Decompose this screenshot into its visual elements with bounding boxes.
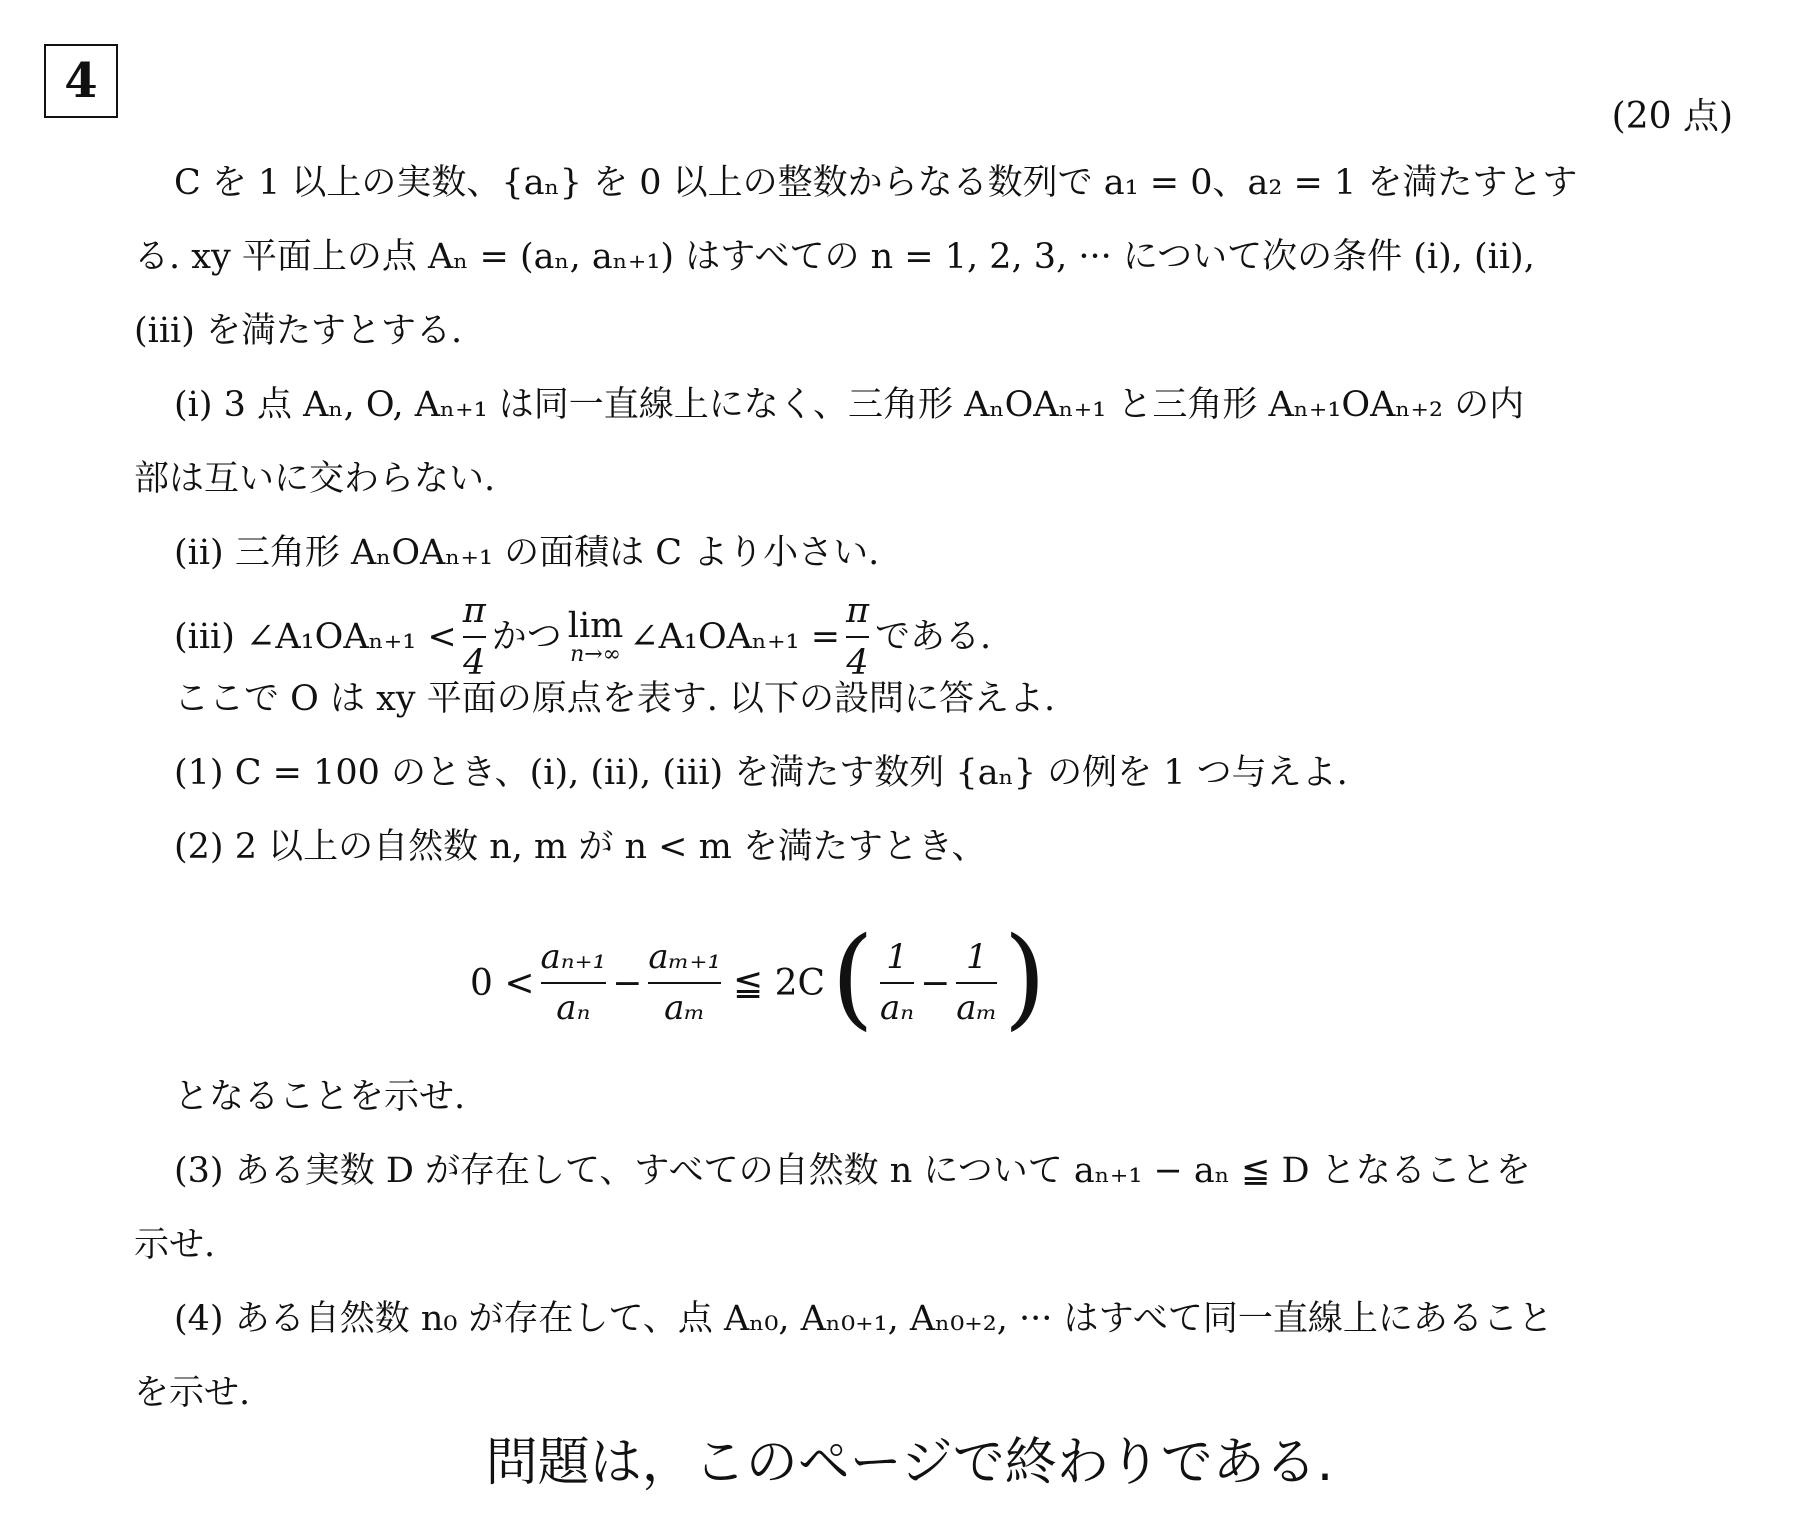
equation-lhs: 0 < xyxy=(470,962,535,1004)
limit-subscript: n→∞ xyxy=(570,641,621,667)
fraction-bar xyxy=(846,636,869,638)
question-2-line-2: となることを示せ. xyxy=(174,1077,466,1117)
note-line: ここで O は xy 平面の原点を表す. 以下の設問に答えよ. xyxy=(174,679,1056,719)
condition-iii-part-a: (iii) ∠A₁OAₙ₊₁ < xyxy=(174,616,457,657)
question-2-line-1: (2) 2 以上の自然数 n, m が n < m を満たすとき、 xyxy=(174,827,987,867)
question-1: (1) C = 100 のとき、(i), (ii), (iii) を満たす数列 {aₙ} の例を 1 つ与えよ. xyxy=(174,753,1348,793)
equation-relation: ≦ 2C xyxy=(733,962,826,1004)
fraction-a-n1-over-a-n xyxy=(541,937,607,1029)
paragraph-line-1: C を 1 以上の実数、{aₙ} を 0 以上の整数からなる数列で a₁ = 0、a₂ = 1 を満たすとす xyxy=(174,163,1578,203)
fraction-bar xyxy=(956,982,997,984)
equation-minus: − xyxy=(612,962,643,1004)
fraction-a-m1-over-a-m xyxy=(648,937,721,1029)
paragraph-line-2: る. xy 平面上の点 Aₙ = (aₙ, aₙ₊₁) はすべての n = 1, 2, 3, ··· について次の条件 (i), (ii), xyxy=(134,237,1535,277)
fraction-numerator: 1 xyxy=(965,937,988,978)
fraction-bar xyxy=(541,982,607,984)
condition-iii-part-d: である. xyxy=(875,616,992,657)
fraction-numerator: π xyxy=(846,591,870,631)
left-parenthesis: ( xyxy=(831,913,875,1041)
question-4-line-2: を示せ. xyxy=(134,1373,251,1413)
fraction-bar xyxy=(880,982,914,984)
fraction-numerator: aₙ₊₁ xyxy=(540,937,607,978)
fraction-denominator: aₘ xyxy=(664,988,706,1028)
condition-i-line-1: (i) 3 点 Aₙ, O, Aₙ₊₁ は同一直線上になく、三角形 AₙOAₙ₊₁ と三角形 Aₙ₊₁OAₙ₊₂ の内 xyxy=(174,385,1525,425)
limit-label: lim xyxy=(567,605,624,646)
condition-iii-part-c: ∠A₁OAₙ₊₁ = xyxy=(629,616,841,657)
fraction-denominator: aₘ xyxy=(956,988,998,1028)
fraction-1-over-a-m xyxy=(956,937,997,1029)
problem-number: 4 xyxy=(44,44,118,118)
equation-minus-inner: − xyxy=(920,962,951,1004)
fraction-pi-over-4-second xyxy=(846,590,869,684)
fraction-1-over-a-n xyxy=(880,937,914,1029)
limit-operator xyxy=(567,605,624,667)
fraction-numerator: π xyxy=(462,591,486,631)
display-equation xyxy=(470,913,1047,1041)
fraction-bar xyxy=(463,636,486,638)
question-3-line-1: (3) ある実数 D が存在して、すべての自然数 n について aₙ₊₁ − aₙ ≦ D となることを xyxy=(174,1151,1531,1191)
fraction-numerator: aₘ₊₁ xyxy=(648,937,722,978)
fraction-denominator: aₙ xyxy=(556,988,591,1028)
fraction-numerator: 1 xyxy=(886,937,908,978)
fraction-denominator: 4 xyxy=(463,643,486,683)
condition-ii: (ii) 三角形 AₙOAₙ₊₁ の面積は C より小さい. xyxy=(174,533,880,573)
condition-iii-part-b: かつ xyxy=(491,616,562,657)
question-3-line-2: 示せ. xyxy=(134,1225,216,1265)
right-parenthesis: ) xyxy=(1003,913,1047,1041)
end-of-problems-note: 問題は，このページで終わりである. xyxy=(485,1433,1334,1493)
fraction-denominator: aₙ xyxy=(880,988,915,1028)
question-4-line-1: (4) ある自然数 n₀ が存在して、点 Aₙ₀, Aₙ₀₊₁, Aₙ₀₊₂, ··· はすべて同一直線上にあること xyxy=(174,1299,1553,1339)
fraction-bar xyxy=(648,982,721,984)
condition-i-line-2: 部は互いに交わらない. xyxy=(134,459,496,499)
condition-iii xyxy=(174,590,991,684)
problem-points: (20 点) xyxy=(1611,96,1733,137)
fraction-denominator: 4 xyxy=(846,643,869,683)
fraction-pi-over-4 xyxy=(463,590,486,684)
paragraph-line-3: (iii) を満たすとする. xyxy=(134,311,463,351)
